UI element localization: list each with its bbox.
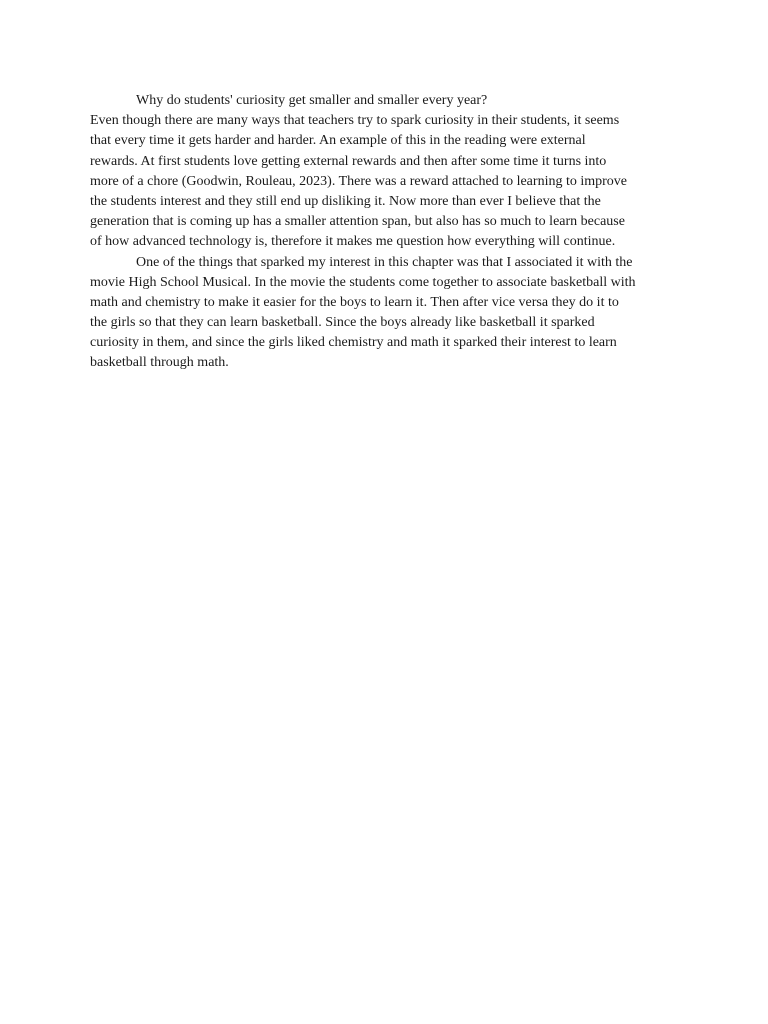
paragraph-1-line-4: more of a chore (Goodwin, Rouleau, 2023). There was a reward attached to learning to improve [90,173,627,189]
paragraph-2-line-2: movie High School Musical. In the movie the students come together to associate basketball with [90,274,636,290]
paragraph-1-line-3: rewards. At first students love getting external rewards and then after some time it turns into [90,153,607,169]
paragraph-2-line-3: math and chemistry to make it easier for the boys to learn it. Then after vice versa they do it to [90,294,619,310]
paragraph-2-line-5: curiosity in them, and since the girls liked chemistry and math it sparked their interest to learn [90,335,617,351]
paragraph-1-line-1: Even though there are many ways that teachers try to spark curiosity in their students, it seems [90,113,620,129]
paragraph-1-line-2: that every time it gets harder and harder. An example of this in the reading were external [90,133,586,149]
paragraph-1-line-6: generation that is coming up has a smaller attention span, but also has so much to learn because [90,214,625,230]
paragraph-2-line-6: basketball through math. [90,355,229,371]
paragraph-1-line-7: of how advanced technology is, therefore it makes me question how everything will continue. [90,234,616,250]
document-body [90,91,680,374]
paragraph-2-line-1: One of the things that sparked my interest in this chapter was that I associated it with the [136,254,633,270]
paragraph-1-line-5: the students interest and they still end up disliking it. Now more than ever I believe that the [90,193,601,209]
document-title-line: Why do students' curiosity get smaller and smaller every year? [136,93,488,108]
paragraph-2-line-4: the girls so that they can learn basketball. Since the boys already like basketball it sparked [90,315,595,331]
